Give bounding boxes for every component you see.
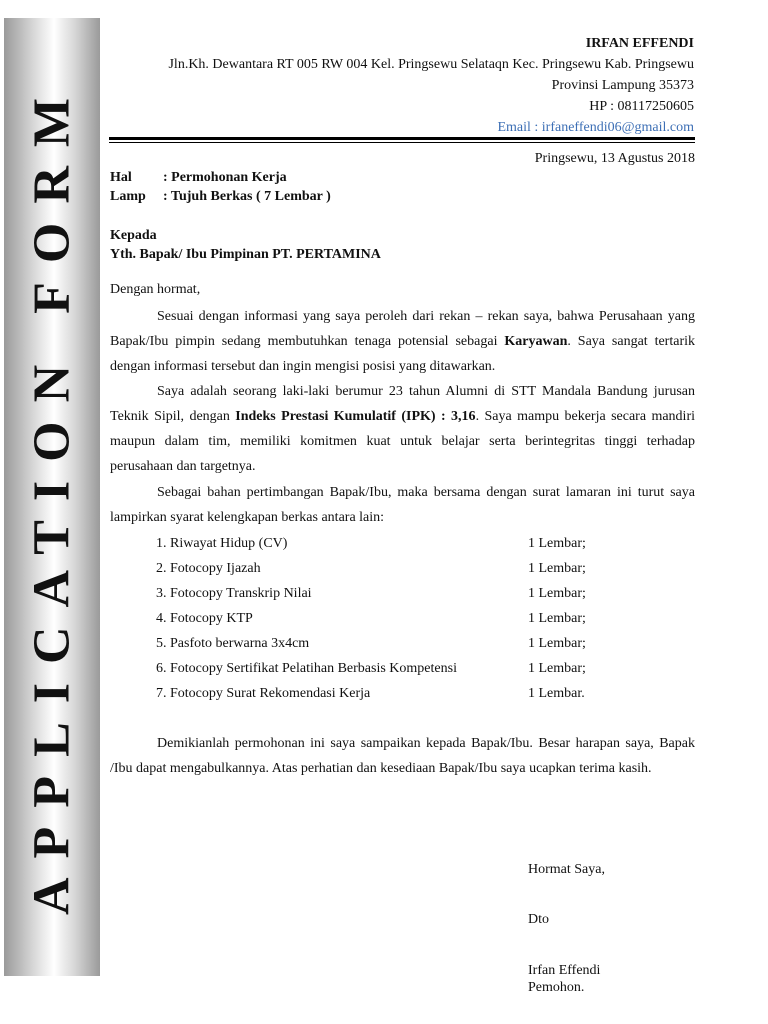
list-item bbox=[156, 606, 696, 631]
paragraph-intro-position: Karyawan bbox=[504, 334, 568, 349]
paragraph-intro-text-c: . Saya sangat tertarik dengan informasi tersebut dan ingin mengisi posisi yang ditawarkan. bbox=[110, 334, 695, 374]
paragraph-profile-gpa: Indeks Prestasi Kumulatif (IPK) : 3,16 bbox=[235, 409, 476, 424]
letterhead-divider-thin bbox=[109, 142, 695, 143]
list-item bbox=[156, 631, 696, 656]
recipient-intro: Kepada bbox=[110, 228, 157, 243]
side-banner-title: APPLICATION FORM bbox=[23, 78, 81, 916]
list-item-desc: 5. Pasfoto berwarna 3x4cm bbox=[156, 636, 310, 651]
list-item-desc: 7. Fotocopy Surat Rekomendasi Kerja bbox=[156, 686, 371, 701]
signer-role: Pemohon. bbox=[528, 980, 585, 995]
meta-subject-value: : Permohonan Kerja bbox=[163, 170, 287, 185]
list-item-qty: 1 Lembar. bbox=[528, 686, 585, 701]
list-item bbox=[156, 581, 696, 606]
meta-attachment-label: Lamp bbox=[110, 189, 146, 204]
signer-name: Irfan Effendi bbox=[528, 963, 601, 978]
list-item bbox=[156, 681, 696, 706]
paragraph-intro bbox=[110, 304, 695, 379]
sender-email: Email : irfaneffendi06@gmail.com bbox=[497, 120, 694, 135]
list-item-desc: 3. Fotocopy Transkrip Nilai bbox=[156, 586, 312, 601]
greeting: Dengan hormat, bbox=[110, 282, 201, 297]
closing-signature: Dto bbox=[528, 912, 549, 927]
letter-date: Pringsewu, 13 Agustus 2018 bbox=[534, 151, 695, 166]
list-item bbox=[156, 531, 696, 556]
list-item bbox=[156, 656, 696, 681]
sender-phone: HP : 08117250605 bbox=[589, 99, 694, 114]
sender-address-line1: Jln.Kh. Dewantara RT 005 RW 004 Kel. Pringsewu Selataqn Kec. Pringsewu Kab. Pringsewu bbox=[168, 57, 694, 72]
letterhead-divider-thick bbox=[109, 137, 695, 140]
list-item-qty: 1 Lembar; bbox=[528, 586, 586, 601]
paragraph-profile-text-a: Saya adalah seorang laki-laki berumur 23 tahun Alumni di STT Mandala Bandung jurusan Teknik Sipil, dengan bbox=[110, 384, 695, 424]
sender-address-line2: Provinsi Lampung 35373 bbox=[551, 78, 694, 93]
list-item-qty: 1 Lembar; bbox=[528, 661, 586, 676]
list-item-desc: 6. Fotocopy Sertifikat Pelatihan Berbasis Kompetensi bbox=[156, 661, 457, 676]
list-item-desc: 4. Fotocopy KTP bbox=[156, 611, 253, 626]
sender-name: IRFAN EFFENDI bbox=[585, 36, 694, 51]
paragraph-profile-text-c: . Saya mampu bekerja secara mandiri maupun dalam tim, memiliki komitmen kuat untuk belajar serta berintegritas tinggi terhadap perusahaan dan targetnya. bbox=[110, 409, 695, 474]
paragraph-intro-text-a: Sesuai dengan informasi yang saya peroleh dari rekan – rekan saya, bahwa Perusahaan yang Bapak/Ibu pimpin sedang membutuhkan tenaga potensial sebagai bbox=[110, 309, 695, 349]
meta-attachment-row bbox=[110, 187, 331, 206]
list-item-desc: 2. Fotocopy Ijazah bbox=[156, 561, 261, 576]
list-item-qty: 1 Lembar; bbox=[528, 611, 586, 626]
attachment-list bbox=[156, 531, 696, 706]
recipient-name: Yth. Bapak/ Ibu Pimpinan PT. PERTAMINA bbox=[110, 247, 381, 262]
letter-meta bbox=[110, 168, 331, 206]
list-item bbox=[156, 556, 696, 581]
list-item-qty: 1 Lembar; bbox=[528, 636, 586, 651]
closing-salutation: Hormat Saya, bbox=[528, 862, 605, 877]
paragraph-closing: Demikianlah permohonan ini saya sampaikan kepada Bapak/Ibu. Besar harapan saya, Bapak /Ibu dapat mengabulkannya. Atas perhatian dan kesediaan Bapak/Ibu saya ucapkan terima kasih. bbox=[110, 736, 695, 776]
paragraph-attachments-intro: Sebagai bahan pertimbangan Bapak/Ibu, maka bersama dengan surat lamaran ini turut saya lampirkan syarat kelengkapan berkas antara lain: bbox=[110, 485, 695, 525]
recipient-block bbox=[110, 226, 381, 264]
list-item-desc: 1. Riwayat Hidup (CV) bbox=[156, 536, 288, 551]
paragraph-profile bbox=[110, 379, 695, 479]
list-item-qty: 1 Lembar; bbox=[528, 561, 586, 576]
list-item-qty: 1 Lembar; bbox=[528, 536, 586, 551]
meta-attachment-value: : Tujuh Berkas ( 7 Lembar ) bbox=[163, 189, 331, 204]
letterhead bbox=[74, 33, 694, 138]
meta-subject-label: Hal bbox=[110, 170, 132, 185]
side-banner bbox=[4, 18, 100, 976]
meta-subject-row bbox=[110, 168, 331, 187]
closing-signer bbox=[528, 962, 600, 996]
